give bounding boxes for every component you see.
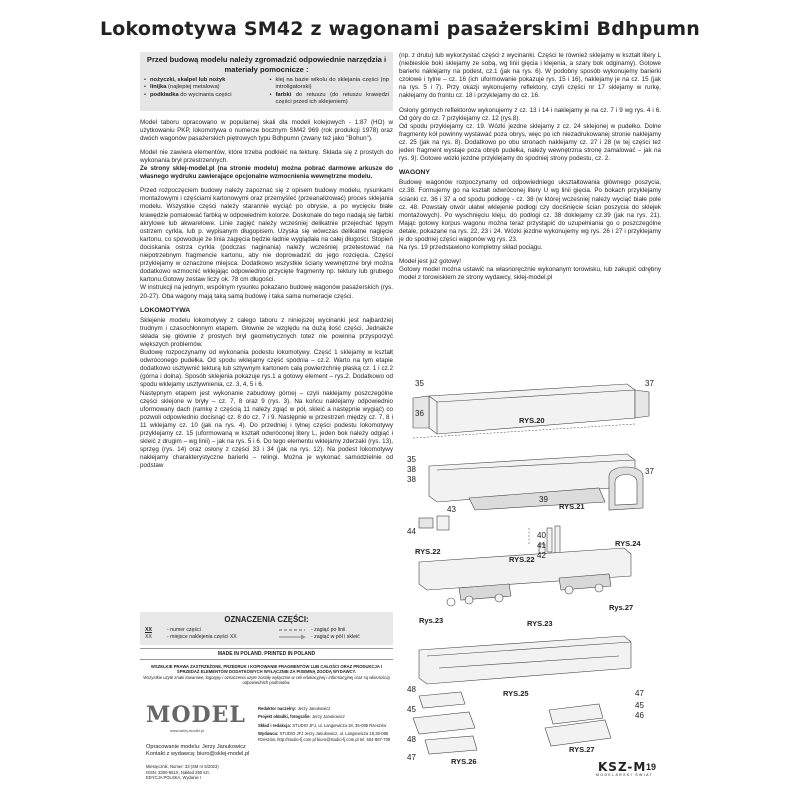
paragraph: Model jest już gotowy!: [399, 258, 461, 266]
paragraph: Budowę wagonów rozpoczynamy od odpowiedniego ukształtowania głównego poszycia, cz.38. Formujemy go na kształt odwróconej litery U wg linii gięcia. Po bokach przyklejamy ścianki cz. 36 i 37 a od spodu podłogę - cz. 38 (w której wcześniej należy wyciąć białe pole cz. 48. Powstały otwór ułatwi wklejenie podłogi czy dociśnięcie ścian poszycia do sklejek montażowych). Po wyschnięciu kleju, do podłogi cz. 38 doklejamy cz.39 (jak na rys. 21). Mając gotowy korpus wagonu można teraz przystąpić do uzupełniania go o poszczególne detale, pokazane na rys. 22, 23 i 24. Wózki jezdne wykonujemy wg rys. 26 i 27 i przyklejamy je do spodniej części wagonów wg rys. 23.: [399, 179, 661, 243]
legend-row: XX - miejsce naklejenia części XX - zagiąć w pół i skleić: [145, 634, 360, 640]
assembly-figures: [399, 378, 661, 778]
paragraph: Przed rozpoczęciem budowy należy zapoznać się z opisem budowy modelu, rysunkami montażowymi i częściami kartonowymi oraz przemyśleć (przeanalizować) proces sklejania modelu. Wszystkie części należy starannie wyciąć po obrysie, a po wycięciu białe krawędzie pomalować farbką w odpowiednim kolorze. Doskonale do tego nadają się farbki akrylowe lub akwarelowe. Linie zagięć należy wcześniej delikatnie przejechać tępym ostrzem cyrkla, lub p. wypisanym długopisem. Uzyska się wówczas delikatne nagięcie kartonu, co spowoduje że linia zagięcia będzie ładnie wyglądała na całej długości. Stopień dociskania ostrza cyrkla (podczas naginania) należy wcześniej przetestować na niepotrzebnym fragmencie kartonu, aby nie doprowadzić do jego rozcięcia. Części przyklejamy w oznaczone miejsca. Dodatkowo wszystkie ściany wewnętrzne brył można dodatkowo wzmocnić wklejając odpowiednio przycięte fragmenty np. tektury lub grubego kartonu.Gotowy zestaw liczy ok. 78 cm długości.: [140, 187, 393, 284]
page-title: Lokomotywa SM42 z wagonami pasażerskimi Bdhpumn: [100, 18, 700, 40]
fig-label: RYS.26: [451, 757, 477, 766]
part-number: 46: [635, 711, 644, 720]
fig-label: RYS.24: [615, 539, 641, 548]
tools-box: [140, 52, 393, 111]
right-column: [399, 52, 661, 282]
fig-label: RYS.23: [527, 619, 553, 628]
part-number: 36: [415, 409, 424, 418]
made-in-poland: MADE IN POLAND. PRINTED IN POLAND: [140, 648, 393, 660]
paragraph: Następnym etapem jest wykonanie zabudowy górnej – czyli naklejamy poszczególne części sklejone w bryły – cz. 7, 8 oraz 9 (rys. 3). Na końcu naklejamy odpowiednio uformowany dach (ramkę z częścią 11 należy zgiąć w pół, skleić a następnie wygiąć) co pozwoli odpowiednio docisnąć cz. 8 do cz. 7 i 9. Następnie w przestrzeń między cz. 7, 8 i 11 wklejamy cz. 10 (jak na rys. 4). Do przedniej i tylnej części podestu lokomotywy przyklejamy cz. 15 (uformowaną w kształt odwróconej litery L, jeden bok należy odgiąć i skleić z drugim – wg linii) – jak na rys. 5 i 6. Do tego elementu wklejamy zderzaki (rys. 13), sprzęg (rys. 14) oraz osłony z części 33 i 34 (jak na rys. 12). Na podest lokomotywy naklejamy charakterystyczne barierki – relingi. Można je wykonać samodzielnie od podstaw: [140, 389, 393, 470]
fig-label: Rys.27: [609, 603, 634, 612]
tool-item: • podkładka do wycinania części: [144, 92, 264, 99]
part-number: 44: [407, 527, 416, 536]
part-number: 35: [415, 379, 424, 388]
section-heading-wagony: WAGONY: [399, 169, 430, 177]
ksz-tagline: MODELARSKI ŚWIAT: [596, 773, 654, 777]
part-number: 38: [407, 475, 416, 484]
part-number: 37: [645, 379, 654, 388]
paragraph: (np. z drutu) lub wykorzystać części z wycinanki. Części te również sklejamy w kształt litery L (niebieskie boki sklejamy ze sobą, wg linii gięcia i klejenia, a szary bok odginamy). Gotowe barierki naklejamy na podest, cz.1 (jak na rys. 6). W podobny sposób wykonujemy barierki czołowe i tylne – cz. 16 (ich uformowanie pokazuje rys. 15 i 16), naklejamy je na cz. 15 (jak na rys. 5 i 7). Przy okazji wykonujemy reflektory, czyli części nr 17 sklejamy w rurkę, naklejamy do frontu cz. 18 i przyklejamy do cz. 16.: [399, 52, 661, 100]
paragraph: Budowę rozpoczynamy od wykonania podestu lokomotywy. Część 1 sklejamy w kształt odwróconego pudełka. Od spodu wklejamy część spodnia – cz.2. Warto na tym etapie dodatkowo usztywnić tekturą lub sztywnym kartonem całą powierzchnię płaską cz. 1 i cz.2 (górna i dolna). Sposób sklejenia pokazuje rys.1 a gotowy element – rys.2. Dodatkowo od spodu wklejamy usztywnienia, cz. 3, 4, 5 i 6.: [140, 349, 393, 389]
paragraph: Od spodu przyklejamy cz. 19. Wózki jezdne sklejamy z cz. 24 sklejonej w pudełko. Dolne fragmenty kół powinny wystawać poza obrys, więc po ich niezadrukowanej stronie naklejamy cz. 25 (jak na rys. 8). Dodatkowo po obu stronach naklejamy cz. 27 i 28 (w tej części też jeden fragment wystaje poza obręb pudełka, należy wewnętrzna stronę zamalować – jak na rys. 9). Gotowe wózki jezdne przyklejamy do spodniej strony podestu, cz. 2.: [399, 122, 661, 163]
download-note: Ze strony sklej-model.pl (na stronie modelu) można pobrać darmowe arkusze do własnego wydruku zawierające opcjonalne wzmocnienia wewnętrzne modelu.: [140, 165, 393, 181]
paragraph: W instrukcji na jednym, wspólnym rysunku pokazano budowę wagonów pasażerskich (rys. 20-27). Oba wagony mają taką samą budowę i taka sama numeracje części.: [140, 284, 393, 300]
part-number: 45: [635, 701, 644, 710]
tool-item: • farbki do retuszu (do retuszu krawędzi części przed ich sklejeniem): [270, 92, 390, 107]
publisher-url: www.sklej-model.pl: [170, 728, 205, 733]
part-number: 47: [635, 689, 644, 698]
part-number: 45: [407, 705, 416, 714]
intro-paragraph: Model taboru opracowano w popularnej skali dla modeli kolejowych - 1:87 (HO) w użytkowaniu PKP, lokomotywa o numerze bocznym SM42 969 (rok produkcji 1978) oraz dwóch wagonów pasażerskich piętrowych typu Bdhpumn (zwany też jako "Bohun").: [140, 118, 393, 142]
page-number: 19: [646, 762, 657, 772]
parts-legend: [140, 612, 393, 645]
tool-item: • linijka (najlepiej metalowa): [144, 84, 264, 91]
paragraph: Gotowy model można ustawić na własnoręcznie wykonanym torowisku, lub zakupić odrębny model z torowiskiem ze strony wydawcy, sklej-model.pl: [399, 266, 661, 282]
part-number: 35: [407, 455, 416, 464]
arrow-icon: [277, 634, 307, 640]
part-number: 42: [537, 551, 546, 560]
dashed-line-icon: [277, 627, 307, 633]
fig-label: RYS.22: [509, 555, 535, 564]
fig-label: RYS.25: [503, 689, 529, 698]
legend-row: XX - numer części - zagiąć po linii: [145, 627, 346, 633]
assembly-drawing: [399, 378, 661, 778]
tool-item: • klej na bazie wikolu do sklejania części (np introligatorski): [270, 77, 390, 92]
part-number: 47: [407, 753, 416, 762]
part-number: 43: [447, 505, 456, 514]
part-number: 48: [407, 735, 416, 744]
section-heading-loco: LOKOMOTYWA: [140, 306, 191, 314]
impressum: Redaktor naczelny: Jerzy Janukowicz Projekt okładki, fotografie: Jerzy Janukowicz Skład i redakcja: STUDIO JFJ, ul. Langiewicza 18, 35-085 Rzeszów Wydawca: STUDIO JFJ Jerzy Janukowicz, ul. Langiewicza 18,35-085 Rzeszów, http://studio-fj.com.pl biuro@studio-fj.com.pl tel. 504-887-709: [258, 706, 391, 742]
legend-heading: OZNACZENIA CZĘŚCI:: [224, 615, 309, 624]
part-number: 38: [407, 465, 416, 474]
credits: Opracowanie modelu: Jerzy Janukowicz Kontakt z wydawcą: biuro@sklej-model.pl: [146, 744, 250, 758]
tools-heading: Przed budową modelu należy zgromadzić odpowiednie narzędzia i materiały pomocnicze :: [146, 55, 387, 74]
ksz-logo: KSZ-M: [598, 760, 647, 774]
paragraph: Osłony górnych reflektorów wykonujemy z cz. 13 i 14 i naklejamy je na cz. 7 i 9 wg rys. 4 i 6. Od góry do cz. 7 przyklejamy cz. 12 (rys.8).: [399, 106, 661, 122]
fig-label: RYS.22: [415, 547, 441, 556]
paragraph: Sklejenie modelu lokomotywy z całego taboru z niniejszej wycinanki jest najbardziej trudnym i czasochłonnym etapem. Głownie ze względu na dużą ilość części. Jednakże składa się głównie z prostych brył geometrycznych toteż nie powinna przysporzyć większych problemów.: [140, 316, 393, 348]
paragraph: Model nie zawiera elementów, które trzeba podkleić na tekturę. Składa się z prostych do wykonania brył przestrzennych.: [140, 148, 393, 164]
publisher-logo: MODEL: [146, 702, 246, 728]
paragraph: Na rys. 19 przedstawiono kompletny skład pociągu.: [399, 244, 543, 252]
rights-notice: WSZELKIE PRAWA ZASTRZEŻONE. PRZEDRUK I KOPIOWANIE FRAGMENTÓW LUB CAŁOŚCI ORAZ PRODUKCJA I SPRZEDAŻ ELEMENTÓW DODATKOWYCH WYŁĄCZNIE ZA PISEMNĄ ZGODĄ WYDAWCY. Wszystkie użyte znaki towarowe, logotypy i oznaczenia użyte zostały wyłącznie w celi edukacyjnej i informacyjnej oraz są własnością odpowiednich podmiotów.: [143, 664, 390, 686]
fig-label: Rys.23: [419, 616, 444, 625]
tools-list-left: [144, 77, 264, 107]
fig-label: RYS.27: [569, 745, 595, 754]
fig-label: RYS.21: [559, 502, 585, 511]
part-number: 40: [537, 531, 546, 540]
part-number: 39: [539, 495, 548, 504]
tools-list-right: [270, 77, 390, 107]
part-number: 41: [537, 541, 546, 550]
part-number: 37: [645, 467, 654, 476]
part-number: 48: [407, 685, 416, 694]
tool-item: • nożyczki, skalpel lub nożyk: [144, 77, 264, 84]
fig-label: RYS.20: [519, 416, 545, 425]
left-column: [140, 52, 393, 470]
issue-info: Miesięcznik, Numer: 33 (SM nr 5/2023) ISSN: 2300-651X, Nakład 250 szt. EDYCJA POLSKA, Wydanie I: [146, 764, 219, 781]
